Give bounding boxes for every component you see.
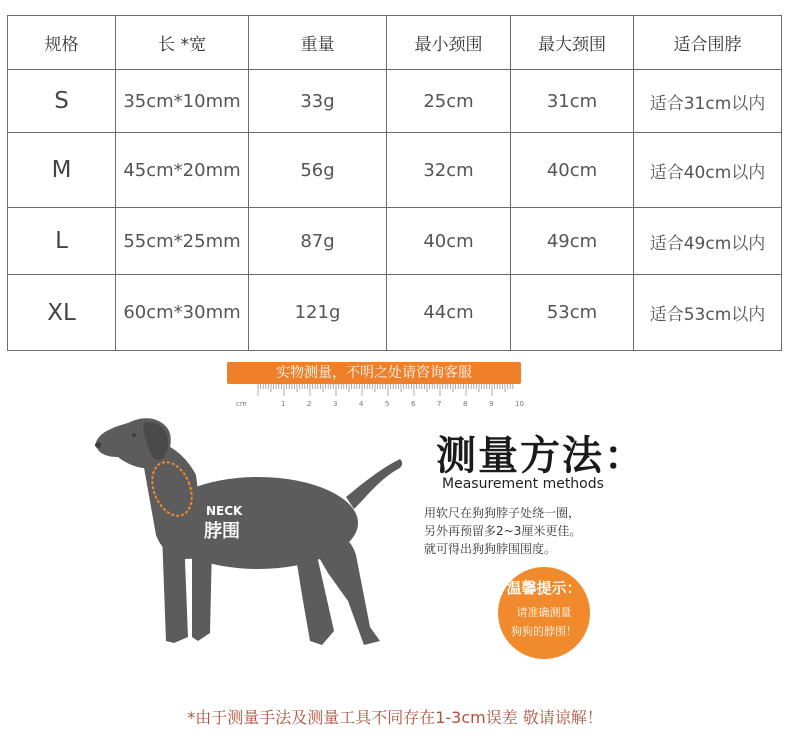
ruler-tick-label: 7 bbox=[437, 400, 442, 408]
header-min-neck: 最小颈围 bbox=[387, 16, 511, 70]
header-max-neck: 最大颈围 bbox=[511, 16, 634, 70]
cell-size: XL bbox=[8, 275, 116, 351]
instruction-line: 另外再预留多2~3厘米更佳。 bbox=[424, 524, 582, 538]
cell-fit: 适合31cm以内 bbox=[634, 70, 782, 133]
cell-weight: 87g bbox=[249, 208, 387, 275]
cell-min-neck: 25cm bbox=[387, 70, 511, 133]
cell-weight: 56g bbox=[249, 133, 387, 208]
ruler-tick-label: 9 bbox=[489, 400, 494, 408]
cell-max-neck: 49cm bbox=[511, 208, 634, 275]
header-fit: 适合围脖 bbox=[634, 16, 782, 70]
cell-max-neck: 40cm bbox=[511, 133, 634, 208]
cell-min-neck: 40cm bbox=[387, 208, 511, 275]
cell-max-neck: 53cm bbox=[511, 275, 634, 351]
cell-min-neck: 44cm bbox=[387, 275, 511, 351]
tip-line: 狗狗的脖围！ bbox=[511, 625, 577, 638]
table-row bbox=[8, 208, 782, 275]
instruction-line: 就可得出狗狗脖围围度。 bbox=[424, 542, 557, 556]
measurement-instructions bbox=[424, 504, 581, 558]
header-dimensions: 长 *宽 bbox=[116, 16, 249, 70]
cell-dimensions: 45cm*20mm bbox=[116, 133, 249, 208]
tip-badge bbox=[498, 567, 590, 659]
measurement-title: 测量方法： bbox=[436, 433, 646, 479]
ruler-tick-label: 8 bbox=[463, 400, 468, 408]
ruler-tick-label: 4 bbox=[359, 400, 364, 408]
cell-size: M bbox=[8, 133, 116, 208]
neck-label-en: NECK bbox=[206, 504, 243, 518]
cell-dimensions: 35cm*10mm bbox=[116, 70, 249, 133]
tip-line: 请准确测量 bbox=[516, 606, 572, 619]
cell-weight: 33g bbox=[249, 70, 387, 133]
header-size: 规格 bbox=[8, 16, 116, 70]
table-row bbox=[8, 133, 782, 208]
size-chart-table bbox=[7, 15, 782, 351]
error-disclaimer: *由于测量手法及测量工具不同存在1-3cm误差 敬请谅解！ bbox=[187, 708, 603, 727]
cell-weight: 121g bbox=[249, 275, 387, 351]
cell-max-neck: 31cm bbox=[511, 70, 634, 133]
ruler-tick-label: 1 bbox=[281, 400, 286, 408]
ruler-tick-label: 5 bbox=[385, 400, 390, 408]
cell-fit: 适合53cm以内 bbox=[634, 275, 782, 351]
cell-size: S bbox=[8, 70, 116, 133]
customer-service-banner: 实物测量，不明之处请咨询客服 bbox=[227, 362, 521, 384]
ruler-tick-label: 6 bbox=[411, 400, 416, 408]
ruler-tick-label: 3 bbox=[333, 400, 338, 408]
cell-dimensions: 55cm*25mm bbox=[116, 208, 249, 275]
ruler-tick-label: 2 bbox=[307, 400, 312, 408]
measurement-subtitle: Measurement methods bbox=[442, 476, 604, 492]
cell-size: L bbox=[8, 208, 116, 275]
cell-dimensions: 60cm*30mm bbox=[116, 275, 249, 351]
instruction-line: 用软尺在狗狗脖子处绕一圈， bbox=[424, 506, 581, 520]
table-row bbox=[8, 70, 782, 133]
ruler-unit: cm bbox=[236, 400, 247, 408]
cell-min-neck: 32cm bbox=[387, 133, 511, 208]
tip-title: 温馨提示： bbox=[506, 579, 582, 597]
dog-silhouette-icon bbox=[95, 418, 402, 645]
ruler-tick-label: 10 bbox=[515, 400, 524, 408]
neck-label-cn: 脖围 bbox=[204, 521, 240, 542]
table-header-row bbox=[8, 16, 782, 70]
dog-illustration bbox=[88, 405, 408, 655]
cell-fit: 适合40cm以内 bbox=[634, 133, 782, 208]
cell-fit: 适合49cm以内 bbox=[634, 208, 782, 275]
table-row bbox=[8, 275, 782, 351]
header-weight: 重量 bbox=[249, 16, 387, 70]
